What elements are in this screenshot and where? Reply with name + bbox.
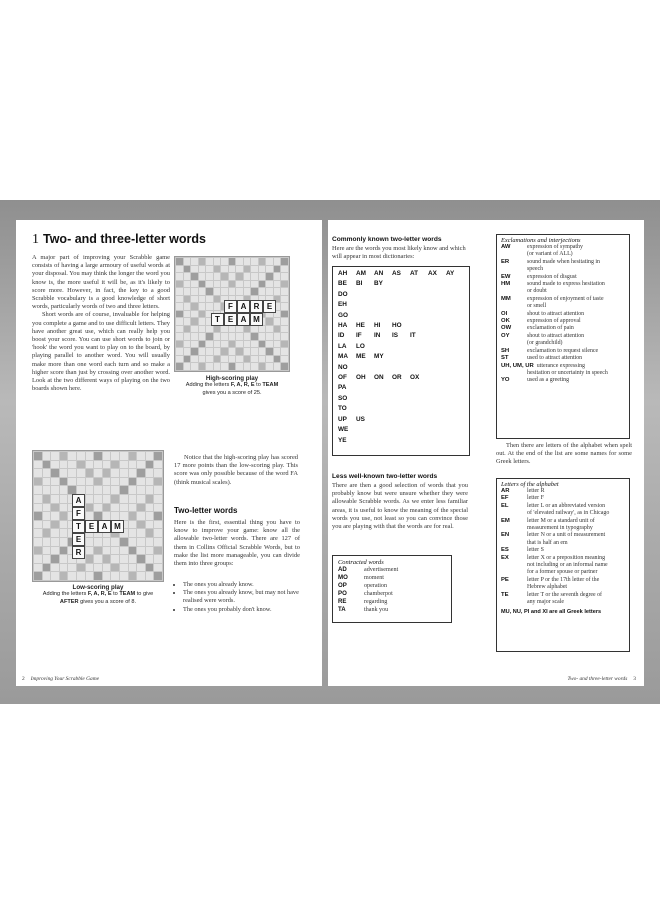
definition-word: EF <box>501 495 509 502</box>
word: OF <box>338 374 347 382</box>
definition-text: shout to attract attention <box>527 310 585 317</box>
word-row <box>338 404 464 414</box>
less-intro: There are then a good selection of words that you probably know but were unsure whether they were allowable Scrabble words. As we enter less familiar areas, it is useful to know the meaning of the special words you use, not least so you can convince those you are playing with that the words are for real. <box>332 482 468 531</box>
tile: M <box>250 313 263 326</box>
definition-word: EX <box>501 554 509 561</box>
definition-word <box>501 510 527 517</box>
word-row <box>338 321 464 331</box>
two-letter-heading: Two-letter words <box>174 506 238 515</box>
definition-row <box>338 582 446 590</box>
word-row <box>338 300 464 310</box>
caption-title: High-scoring play <box>205 375 259 382</box>
definition-row <box>501 340 625 347</box>
word: BY <box>374 280 383 288</box>
definition-text: exclamation to request silence <box>527 347 599 354</box>
word: TO <box>338 405 347 413</box>
definition-row <box>501 584 625 591</box>
definition-row <box>501 599 625 606</box>
definition-text: letter X or a preposition meaning <box>527 554 606 561</box>
definition-text: letter P or the 17th letter of the <box>527 576 600 583</box>
definition-row <box>338 598 446 606</box>
definition-word: PE <box>501 576 509 583</box>
tile: A <box>72 494 85 507</box>
caption-text: gives you a score of 8. <box>78 598 137 605</box>
definition-row <box>501 370 625 377</box>
word: WE <box>338 426 349 434</box>
definition-text: utterance expressing <box>536 362 585 369</box>
word-row <box>338 279 464 289</box>
tile: E <box>224 313 237 326</box>
word-row <box>338 331 464 341</box>
word: MA <box>338 353 348 361</box>
definition-word: AW <box>501 244 511 250</box>
definition-text: chamberpot <box>364 591 393 597</box>
definition-row <box>338 566 446 574</box>
definition-word: OP <box>338 582 347 589</box>
definition-row <box>501 495 625 502</box>
definition-word: RE <box>338 598 347 605</box>
word: AY <box>446 270 455 277</box>
definition-word <box>501 569 527 576</box>
definition-word: OW <box>501 325 512 332</box>
definition-row <box>501 259 625 266</box>
definition-row <box>501 274 625 281</box>
definition-row <box>501 355 625 362</box>
tile: T <box>211 313 224 326</box>
definition-text: sound made to express hesitation <box>527 281 605 288</box>
tile: A <box>98 520 111 533</box>
alphabet-list <box>501 488 625 607</box>
word: AT <box>410 270 419 277</box>
low-board-tiles <box>32 450 164 582</box>
definition-row <box>501 251 625 258</box>
definition-row <box>501 518 625 525</box>
word-row <box>338 373 464 383</box>
definition-row <box>501 577 625 584</box>
definition-row <box>501 569 625 576</box>
definition-text: used as a greeting <box>527 377 570 384</box>
exclamations-box <box>496 234 630 439</box>
tile: A <box>237 313 250 326</box>
high-board-tiles <box>174 256 290 372</box>
definition-word <box>501 266 527 273</box>
definition-word <box>501 584 527 591</box>
caption-text: gives you a score of 25. <box>202 389 262 396</box>
definition-row <box>501 488 625 495</box>
page-number: 2 <box>22 676 25 682</box>
definition-text: moment <box>364 575 384 581</box>
definition-word: YO <box>501 377 510 384</box>
definition-text: measurement in typography <box>527 525 593 532</box>
word: EH <box>338 301 347 309</box>
definition-word: TE <box>501 591 509 598</box>
definition-word <box>501 562 527 569</box>
exclamations-list <box>501 244 625 385</box>
box-title: Exclamations and interjections <box>501 237 581 244</box>
caption-word: AFTER <box>59 598 79 605</box>
word-row <box>338 383 464 393</box>
common-words-grid <box>332 266 470 456</box>
word: PA <box>338 384 347 392</box>
left-page <box>16 220 322 686</box>
definition-text: that is half an em <box>527 539 568 546</box>
definition-text: expression of enjoyment of taste <box>527 295 604 302</box>
right-page <box>328 220 644 686</box>
definition-word: EN <box>501 532 510 539</box>
notice-paragraph: Notice that the high-scoring play has scored 17 more points than the low-scoring play. This score was only possible because of the word FA (think musical scales). <box>174 454 298 486</box>
word: AX <box>428 270 437 277</box>
right-footer <box>567 676 636 682</box>
tile: F <box>224 300 237 313</box>
tile: E <box>263 300 276 313</box>
definition-text: letter M or a standard unit of <box>527 517 595 524</box>
word: OX <box>410 374 420 382</box>
definition-text: Hebrew alphabet <box>527 584 568 591</box>
tile: R <box>250 300 263 313</box>
word: OH <box>356 374 366 382</box>
definition-text: letter T or the seventh degree of <box>527 591 603 598</box>
definition-text: used to attract attention <box>527 355 583 362</box>
definition-text: letter N or a unit of measurement <box>527 532 606 539</box>
definition-word: UH, UM, UR <box>501 362 534 369</box>
definition-text: letter L or an abbreviated version <box>527 502 606 509</box>
definition-word <box>501 540 527 547</box>
definition-row <box>501 288 625 295</box>
definition-text: operation <box>364 583 388 589</box>
definition-text: sound made when hesitating in <box>527 258 600 265</box>
definition-row <box>338 590 446 598</box>
definition-text: for a former spouse or partner <box>527 569 598 576</box>
common-heading: Commonly known two-letter words <box>332 236 442 243</box>
word-row <box>338 269 464 279</box>
definition-word: PO <box>338 590 347 597</box>
common-intro: Here are the words you most likely know and which will appear in most dictionaries: <box>332 245 466 261</box>
list-item: • The ones you already know, but may not have realised were words. <box>183 589 305 605</box>
definition-word <box>501 251 527 258</box>
definition-word: EM <box>501 517 510 524</box>
definition-word <box>501 288 527 295</box>
caption-text: Adding the letters <box>42 591 88 598</box>
definition-word <box>501 303 527 310</box>
chapter-number: 1 <box>32 232 39 247</box>
definition-word <box>501 340 527 347</box>
word: HO <box>392 322 402 330</box>
low-board-caption <box>28 584 168 606</box>
definition-row <box>501 333 625 340</box>
definition-text: or doubt <box>527 288 547 295</box>
greek-line: MU, NU, PI and XI are all Greek letters <box>501 608 602 615</box>
caption-text: to give <box>135 591 154 598</box>
definition-row <box>501 296 625 303</box>
definition-text: not including or an informal name <box>527 562 608 569</box>
word: US <box>356 415 365 423</box>
word: DO <box>338 290 348 298</box>
contracted-box <box>332 555 452 623</box>
definition-word: OY <box>501 332 510 339</box>
tile: E <box>72 533 85 546</box>
definition-text: speech <box>527 266 544 273</box>
word-row <box>338 352 464 362</box>
word: BE <box>338 280 347 288</box>
list-item: • The ones you already know. <box>183 581 305 589</box>
word: IN <box>374 332 381 340</box>
definition-text: (or variant of ALL) <box>527 251 573 258</box>
definition-row <box>501 377 625 384</box>
high-board-caption <box>166 375 298 397</box>
definition-row <box>501 532 625 539</box>
word: NO <box>338 363 348 371</box>
less-heading: Less well-known two-letter words <box>332 473 438 480</box>
caption-word: TEAM <box>262 382 279 389</box>
definition-word: TA <box>338 606 346 613</box>
definition-row <box>501 547 625 554</box>
caption-text: to <box>254 382 263 389</box>
alphabet-box <box>496 478 630 652</box>
intro-text <box>32 254 170 393</box>
word: YE <box>338 436 347 444</box>
tile: A <box>237 300 250 313</box>
definition-word: HM <box>501 281 511 288</box>
definition-word: SH <box>501 347 510 354</box>
word-row <box>338 415 464 425</box>
word-row <box>338 363 464 373</box>
definition-word: EW <box>501 273 511 280</box>
definition-row <box>501 311 625 318</box>
definition-text: expression of disgust <box>527 273 577 280</box>
caption-text: Adding the letters <box>185 382 231 389</box>
word: GO <box>338 311 348 319</box>
definition-row <box>501 348 625 355</box>
list-item: • The ones you probably don't know. <box>183 606 305 614</box>
box-title: Letters of the alphabet <box>501 481 559 488</box>
definition-text: or smell <box>527 303 547 310</box>
definition-word <box>501 525 527 532</box>
definition-word: MO <box>338 574 348 581</box>
word-row <box>338 290 464 300</box>
word-groups-list <box>174 581 305 614</box>
tile: R <box>72 546 85 559</box>
word-row <box>338 436 464 446</box>
definition-text: (or grandchild) <box>527 340 563 347</box>
running-title: Improving Your Scrabble Game <box>30 676 100 682</box>
caption-title: Low-scoring play <box>72 584 124 591</box>
definition-text: thank you <box>364 607 389 613</box>
definition-row <box>501 363 625 370</box>
definition-row <box>501 510 625 517</box>
definition-row <box>501 266 625 273</box>
chapter-title: Two- and three-letter words <box>43 232 206 246</box>
word: IT <box>410 332 416 340</box>
definition-text: letter F <box>527 495 544 502</box>
intro-paragraph: Short words are of course, invaluable for helping you complete a game and to use difficult letters. They have another great use, which can really help you boost your score. You can use short words to join or 'hook' the word you want to play on to the board, by playing parallel to another word. You will usually make more than one word each turn and so make a higher score than just by crossing over another word. Look at the two different ways of playing on the two boards shown here. <box>32 311 170 393</box>
definition-word: ES <box>501 547 509 554</box>
definition-word: AD <box>338 566 347 573</box>
book-spread <box>0 200 660 704</box>
chapter-heading <box>32 232 206 248</box>
tile: M <box>111 520 124 533</box>
caption-word: TEAM <box>119 591 136 598</box>
definition-row <box>338 606 446 614</box>
definition-text: expression of approval <box>527 318 581 325</box>
intro-paragraph: A major part of improving your Scrabble game consists of having a large armoury of useful words at your disposal. You may think the longer the word you know is, the more useful it will be, as it's likely to score more. However, in fact, the key to a good Scrabble vocabulary is a good knowledge of short words, particularly words of two and three letters. <box>32 254 170 311</box>
caption-letters: F, A, R, E <box>230 382 255 389</box>
running-title: Two- and three-letter words <box>567 676 628 682</box>
definition-text: letter S <box>527 547 544 554</box>
greek-note: Then there are letters of the alphabet when spelt out. At the end of the list are some names for some Greek letters. <box>496 442 632 466</box>
left-footer <box>22 676 99 682</box>
definition-text: advertisement <box>364 567 399 573</box>
word: SO <box>338 394 348 402</box>
word-row <box>338 425 464 435</box>
definition-row <box>501 281 625 288</box>
definition-row <box>338 574 446 582</box>
definition-row <box>501 303 625 310</box>
tile: E <box>85 520 98 533</box>
definition-word: ST <box>501 355 509 362</box>
word: ID <box>338 332 345 340</box>
word: MY <box>374 353 384 361</box>
tile: T <box>72 520 85 533</box>
word: BI <box>356 280 363 288</box>
word: IS <box>392 332 399 340</box>
definition-text: shout to attract attention <box>527 332 585 339</box>
word-row <box>338 394 464 404</box>
definition-word: EL <box>501 502 509 509</box>
definition-text: exclamation of pain <box>527 325 574 332</box>
definition-row <box>501 325 625 332</box>
word: IF <box>356 332 362 340</box>
definition-word: OI <box>501 310 508 317</box>
definition-word: OK <box>501 318 510 325</box>
definition-row <box>501 592 625 599</box>
word: ON <box>374 374 384 382</box>
word-row <box>338 311 464 321</box>
definition-word: AR <box>501 488 510 494</box>
word: OR <box>392 374 402 382</box>
word: HE <box>356 322 365 330</box>
caption-letters: F, A, R, E <box>87 591 112 598</box>
definition-text: of 'elevated railway', as in Chicago <box>527 510 610 517</box>
definition-row <box>501 555 625 562</box>
definition-word: MM <box>501 295 511 302</box>
box-title: Contracted words <box>338 559 384 566</box>
definition-word: ER <box>501 258 510 265</box>
definition-word <box>501 599 527 606</box>
word: LA <box>338 342 347 350</box>
definition-text: hesitation or uncertainty in speech <box>527 369 608 376</box>
word: UP <box>338 415 347 423</box>
word: ME <box>356 353 366 361</box>
definition-word <box>501 370 527 377</box>
definition-text: regarding <box>364 599 388 605</box>
definition-text: letter R <box>527 488 545 494</box>
word: AH <box>338 270 348 277</box>
two-letter-paragraph: Here is the first, essential thing you have to know to improve your game: know all the allowable two-letter words. There are 127 of them in Collins Official Scrabble Words, but to make the list more manageable, you can divide them into three groups: <box>174 519 300 568</box>
definition-text: any major scale <box>527 599 564 606</box>
definition-row <box>501 540 625 547</box>
word: AN <box>374 270 384 277</box>
caption-text: to <box>111 591 120 598</box>
tile: F <box>72 507 85 520</box>
word: AM <box>356 270 366 277</box>
word-row <box>338 342 464 352</box>
contracted-list <box>338 566 446 614</box>
word: HI <box>374 322 381 330</box>
word: HA <box>338 322 348 330</box>
word: AS <box>392 270 401 277</box>
page-number: 3 <box>633 676 636 682</box>
definition-text: expression of sympathy <box>527 244 583 250</box>
word: LO <box>356 342 365 350</box>
